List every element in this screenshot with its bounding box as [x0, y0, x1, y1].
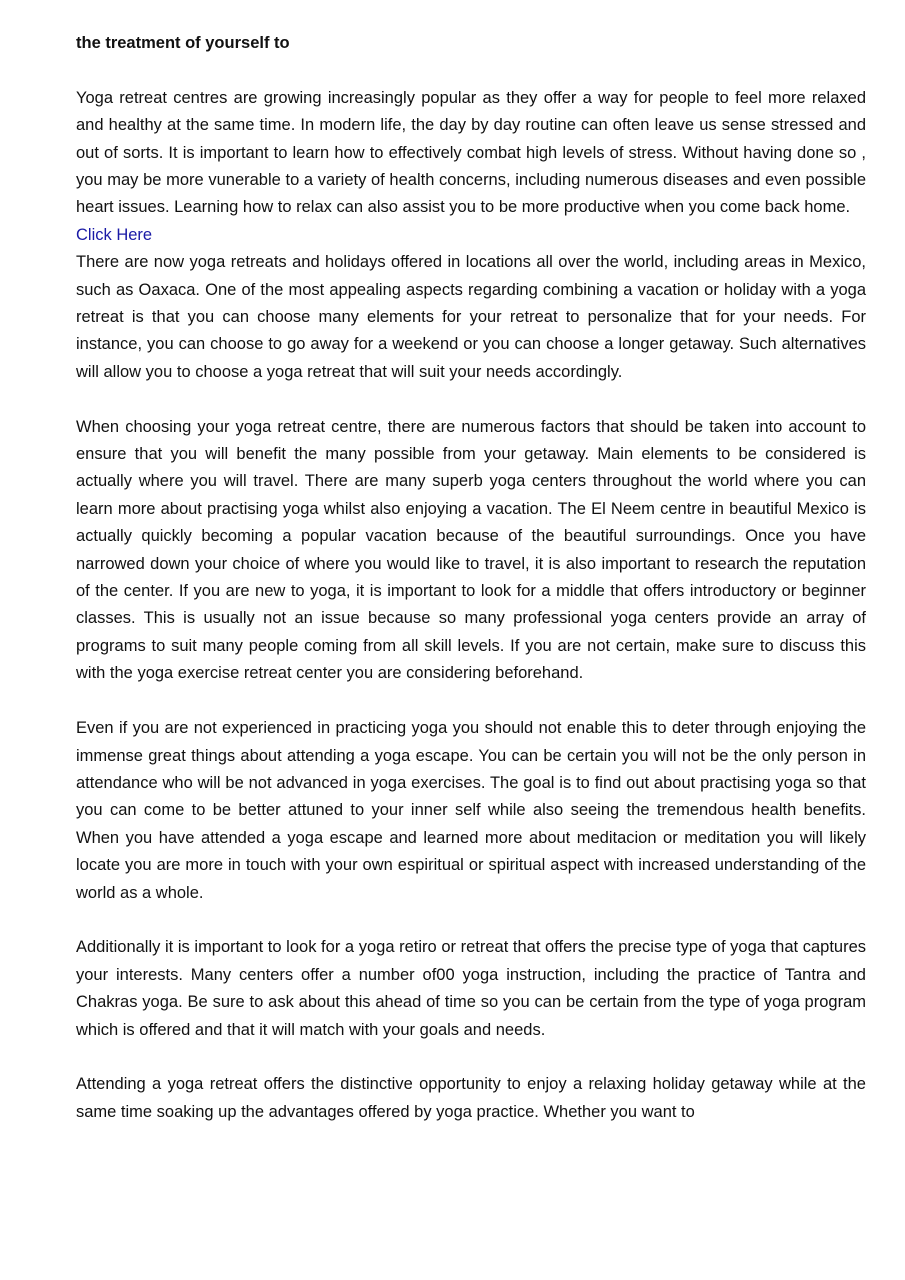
paragraph-gap [76, 907, 866, 934]
document-page [76, 30, 866, 1126]
paragraph-type-of-yoga: Additionally it is important to look for a yoga retiro or retreat that offers the precise type of yoga that captures your interests. Many centers offer a number of00 yoga instruction, including the practice of Tantra and Chakras yoga. Be sure to ask about this ahead of time so you can be certain from the type of yoga program which is offered and that it will match with your goals and needs. [76, 938, 866, 1039]
click-here-link[interactable]: Click Here [76, 225, 153, 244]
document-title: the treatment of yourself to [76, 34, 290, 52]
paragraph-gap [76, 57, 866, 84]
paragraph-gap [76, 386, 866, 413]
paragraph-experience: Even if you are not experienced in practicing yoga you should not enable this to deter through enjoying the immense great things about attending a yoga escape. You can be certain you will not be the only person in attendance who will be not advanced in yoga exercises. The goal is to find out about practising yoga so that you can come to be better attuned to your inner self while also seeing the tremendous health benefits. When you have attended a yoga escape and learned more about meditacion or meditation you will likely locate you are more in touch with your own espiritual or spiritual aspect with increased understanding of the world as a whole. [76, 719, 866, 902]
paragraph-intro: Yoga retreat centres are growing increasingly popular as they offer a way for people to feel more relaxed and healthy at the same time. In modern life, the day by day routine can often leave us sense stressed and out of sorts. It is important to learn how to effectively combat high levels of stress. Without having done so , you may be more vunerable to a variety of health concerns, including numerous diseases and even possible heart issues. Learning how to relax can also assist you to be more productive when you come back home. [76, 88, 866, 217]
paragraph-locations: There are now yoga retreats and holidays offered in locations all over the world, including areas in Mexico, such as Oaxaca. One of the most appealing aspects regarding combining a vacation or holiday with a yoga retreat is that you can choose many elements for your retreat to personalize that for your needs. For instance, you can choose to go away for a weekend or you can choose a longer getaway. Such alternatives will allow you to choose a yoga retreat that will suit your needs accordingly. [76, 253, 866, 381]
paragraph-attending: Attending a yoga retreat offers the distinctive opportunity to enjoy a relaxing holiday getaway while at the same time soaking up the advantages offered by yoga practice. Whether you want to [76, 1075, 866, 1121]
paragraph-choosing: When choosing your yoga retreat centre, there are numerous factors that should be taken into account to ensure that you will benefit the many possible from your getaway. Main elements to be considered is actually where you will travel. There are many superb yoga centers throughout the world where you can learn more about practising yoga whilst also enjoying a vacation. The El Neem centre in beautiful Mexico is actually quickly becoming a popular vacation because of the beautiful surroundings. Once you have narrowed down your choice of where you would like to travel, it is also important to research the reputation of the center. If you are new to yoga, it is important to look for a middle that offers introductory or beginner classes. This is usually not an issue because so many professional yoga centers provide an array of programs to suit many people coming from all skill levels. If you are not certain, make sure to discuss this with the yoga exercise retreat center you are considering beforehand. [76, 417, 866, 683]
paragraph-gap [76, 688, 866, 715]
paragraph-gap [76, 1044, 866, 1071]
